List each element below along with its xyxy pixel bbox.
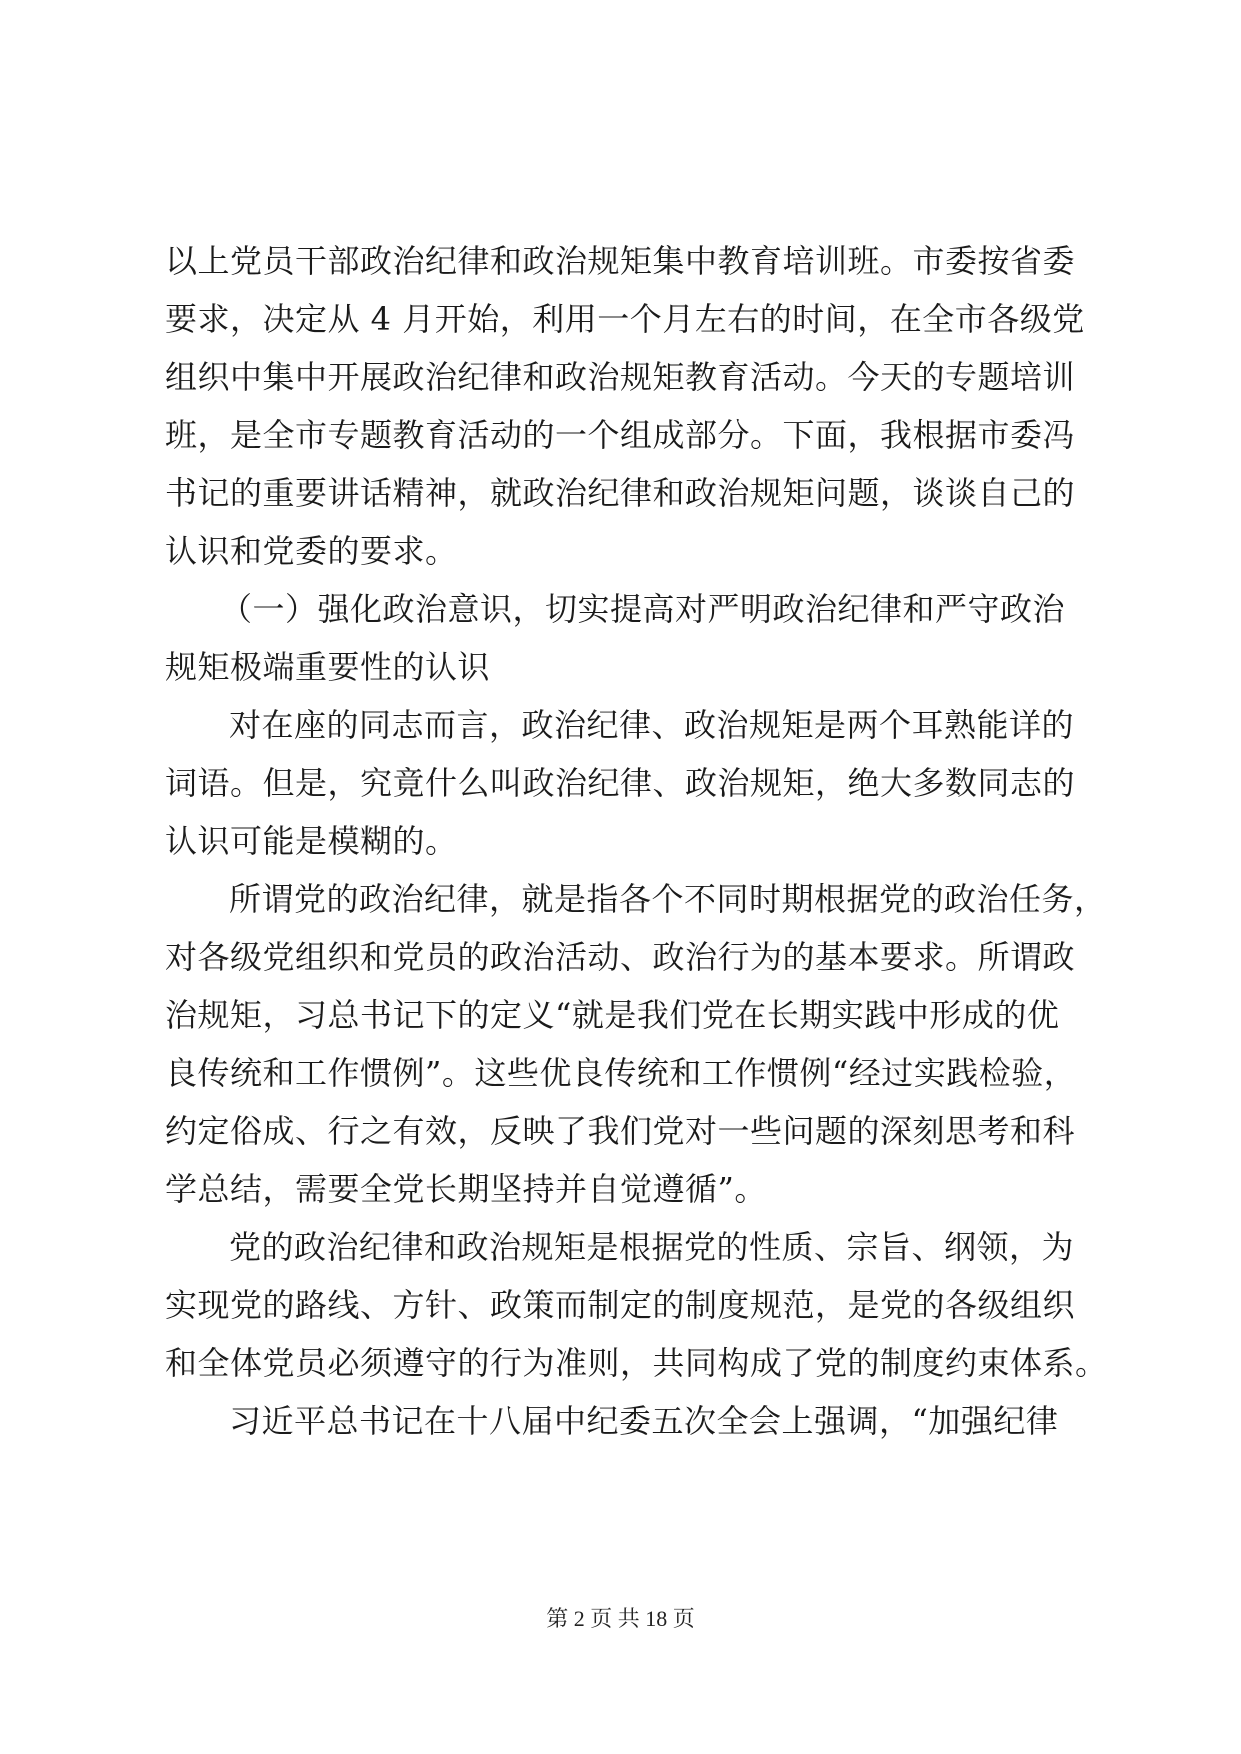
page-number: 第 2 页 共 18 页 <box>546 1606 695 1631</box>
text-line: 认识和党委的要求。 <box>165 532 458 570</box>
text-line: 约定俗成、行之有效，反映了我们党对一些问题的深刻思考和科 <box>165 1112 1076 1150</box>
text-line: 以上党员干部政治纪律和政治规矩集中教育培训班。市委按省委 <box>165 242 1076 280</box>
text-line: 书记的重要讲话精神，就政治纪律和政治规矩问题，谈谈自己的 <box>165 474 1076 512</box>
section-heading-line: 规矩极端重要性的认识 <box>165 648 491 686</box>
text-line: 党的政治纪律和政治规矩是根据党的性质、宗旨、纲领，为 <box>229 1228 1075 1266</box>
text-line: 良传统和工作惯例”。这些优良传统和工作惯例“经过实践检验， <box>165 1054 1077 1092</box>
text-line: 所谓党的政治纪律，就是指各个不同时期根据党的政治任务， <box>229 880 1107 918</box>
section-heading-line: （一）强化政治意识，切实提高对严明政治纪律和严守政治 <box>220 590 1066 628</box>
text-line: 组织中集中开展政治纪律和政治规矩教育活动。今天的专题培训 <box>165 358 1076 396</box>
text-line: 和全体党员必须遵守的行为准则，共同构成了党的制度约束体系。 <box>165 1344 1108 1382</box>
text-line: 对在座的同志而言，政治纪律、政治规矩是两个耳熟能详的 <box>229 706 1075 744</box>
text-line: 认识可能是模糊的。 <box>165 822 458 860</box>
page-footer <box>0 1604 1241 1634</box>
text-line: 学总结，需要全党长期坚持并自觉遵循”。 <box>165 1170 767 1208</box>
text-line: 实现党的路线、方针、政策而制定的制度规范，是党的各级组织 <box>165 1286 1076 1324</box>
text-line: 习近平总书记在十八届中纪委五次全会上强调，“加强纪律 <box>229 1402 1059 1440</box>
text-line: 治规矩，习总书记下的定义“就是我们党在长期实践中形成的优 <box>165 996 1060 1034</box>
text-line: 班，是全市专题教育活动的一个组成部分。下面，我根据市委冯 <box>165 416 1076 454</box>
text-line: 要求，决定从 4 月开始，利用一个月左右的时间，在全市各级党 <box>165 300 1085 338</box>
text-line: 对各级党组织和党员的政治活动、政治行为的基本要求。所谓政 <box>165 938 1076 976</box>
text-line: 词语。但是，究竟什么叫政治纪律、政治规矩，绝大多数同志的 <box>165 764 1076 802</box>
